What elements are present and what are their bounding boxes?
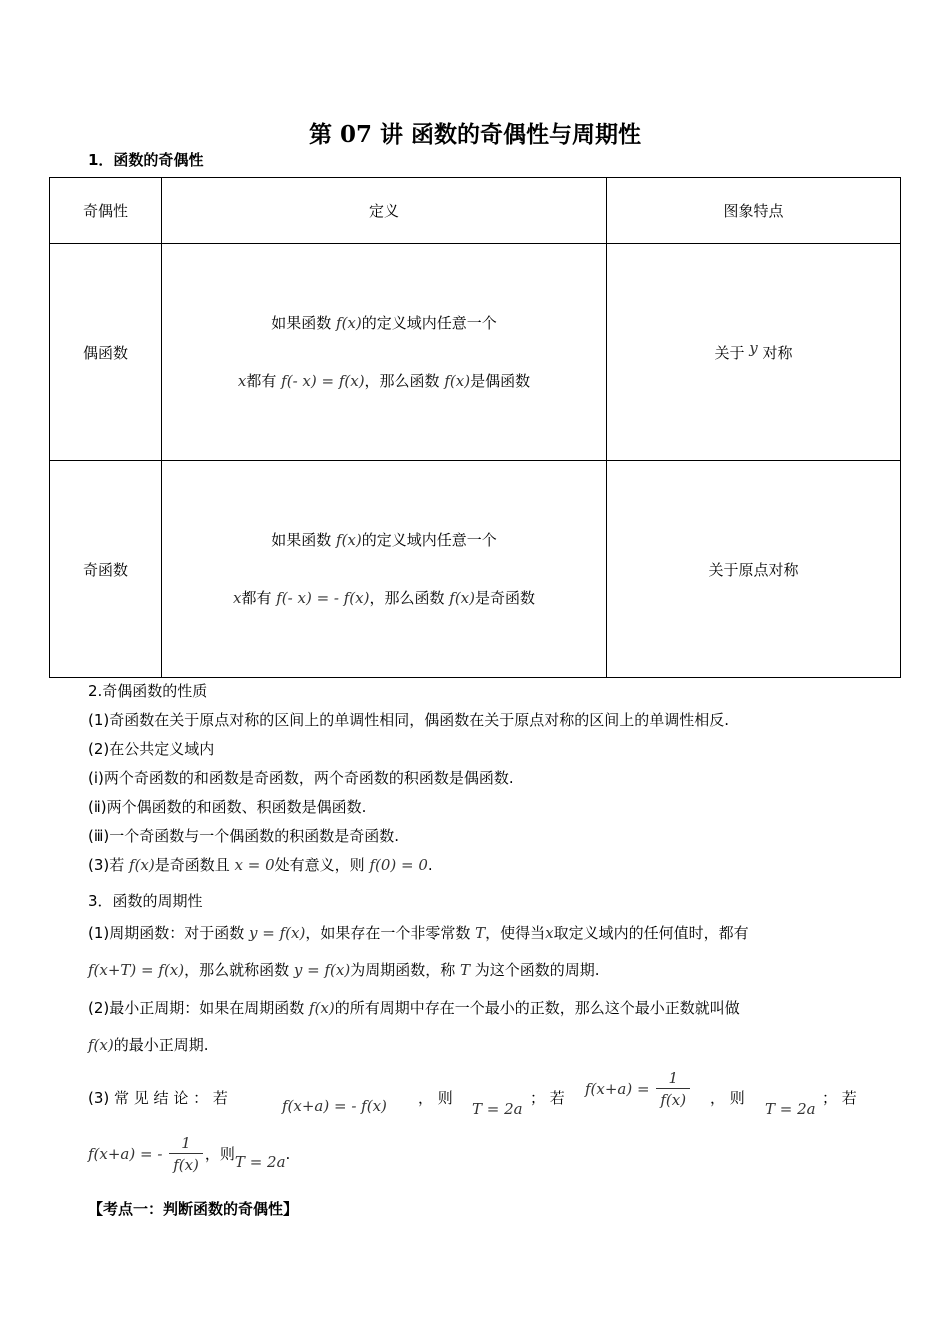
table-row bbox=[50, 461, 901, 678]
math-expression: f(x+T) = f(x) bbox=[88, 961, 185, 979]
math-expression: f(x) bbox=[129, 856, 155, 874]
math-expression: f(x) bbox=[88, 1036, 114, 1054]
row-definition bbox=[162, 244, 607, 461]
paragraph: (2)在公共定义域内 bbox=[88, 740, 215, 758]
row-name: 偶函数 bbox=[50, 244, 162, 461]
math-expression: f(x) bbox=[449, 589, 475, 607]
header-cell: 定义 bbox=[162, 178, 607, 244]
paragraph: (ⅱ)两个偶函数的和函数、积函数是偶函数. bbox=[88, 798, 367, 816]
definition-line: x都有 f(- x) = f(x)，那么函数 f(x)是偶函数 bbox=[237, 372, 531, 390]
math-expression: f(- x) = - f(x) bbox=[276, 589, 370, 607]
math-expression: f(x) bbox=[444, 372, 471, 390]
fraction-expression: f(x+a) = $\frac{1}{f(x)}$ bbox=[585, 1068, 692, 1111]
row-name: 奇函数 bbox=[50, 461, 162, 678]
kaodian-heading: 【考点一：判断函数的奇偶性】 bbox=[88, 1200, 299, 1218]
section2-heading: 2.奇偶函数的性质 bbox=[88, 682, 208, 700]
paragraph: (1)奇函数在关于原点对称的区间上的单调性相同，偶函数在关于原点对称的区间上的单调性相反. bbox=[88, 711, 730, 729]
math-expression: x bbox=[545, 924, 554, 942]
header-cell: 图象特点 bbox=[607, 178, 901, 244]
paragraph-text: ； 若 bbox=[822, 1089, 857, 1107]
paragraph: (2)最小正周期：如果在周期函数 f(x)的所有周期中存在一个最小的正数，那么这个最小正数就叫做 bbox=[88, 999, 740, 1017]
paragraph-text: ， 则 bbox=[710, 1089, 745, 1107]
math-expression: f(x) bbox=[336, 531, 362, 549]
math-expression: y = f(x) bbox=[249, 924, 306, 942]
paragraph-text: ， 则 bbox=[418, 1089, 453, 1107]
paragraph: (ⅲ)一个奇函数与一个偶函数的积函数是奇函数. bbox=[88, 827, 400, 845]
definition-line: x都有 f(- x) = - f(x)，那么函数 f(x)是奇函数 bbox=[232, 589, 535, 607]
table-header-row bbox=[50, 178, 901, 244]
math-expression: T = 2a bbox=[765, 1100, 816, 1118]
math-expression: f(0) = 0 bbox=[369, 856, 428, 874]
math-expression: T = 2a bbox=[472, 1100, 523, 1118]
paragraph: (3)若 f(x)是奇函数且 x = 0处有意义，则 f(0) = 0. bbox=[88, 856, 433, 874]
math-expression: T bbox=[460, 961, 471, 979]
math-expression: f(- x) = f(x) bbox=[281, 372, 365, 390]
fraction: $\frac{1}{f(x)}$ bbox=[656, 1068, 690, 1111]
section3-heading: 3．函数的周期性 bbox=[88, 892, 203, 910]
section1-heading: 1．函数的奇偶性 bbox=[88, 151, 204, 169]
fraction: $\frac{1}{f(x)}$ bbox=[169, 1133, 203, 1176]
fraction-expression: f(x+a) = - $\frac{1}{f(x)}$ ，则T = 2a. bbox=[88, 1134, 291, 1174]
page-title: 第 07 讲 函数的奇偶性与周期性 bbox=[308, 121, 642, 148]
paragraph-label: (3) 常 见 结 论 ： 若 bbox=[88, 1089, 228, 1107]
math-expression: x = 0 bbox=[234, 856, 275, 874]
math-expression: f(x+a) = - f(x) bbox=[282, 1097, 387, 1115]
definition-line: 如果函数 f(x)的定义域内任意一个 bbox=[271, 531, 497, 549]
definition-line: 如果函数 f(x)的定义域内任意一个 bbox=[271, 314, 497, 332]
paragraph: (ⅰ)两个奇函数的和函数是奇函数，两个奇函数的积函数是偶函数. bbox=[88, 769, 514, 787]
math-expression: y bbox=[749, 338, 758, 357]
math-expression: T = 2a bbox=[234, 1153, 286, 1171]
paragraph-text: ； 若 bbox=[530, 1089, 565, 1107]
row-feature: 关于 y 对称 bbox=[607, 244, 901, 461]
table-row bbox=[50, 244, 901, 461]
math-expression: x bbox=[237, 372, 247, 390]
math-expression: T bbox=[475, 924, 486, 942]
header-cell: 奇偶性 bbox=[50, 178, 162, 244]
math-expression: f(x) bbox=[336, 314, 362, 332]
math-expression: f(x) bbox=[309, 999, 335, 1017]
math-expression: x bbox=[232, 589, 242, 607]
row-feature: 关于原点对称 bbox=[607, 461, 901, 678]
paragraph: f(x)的最小正周期. bbox=[88, 1036, 209, 1054]
math-expression: y = f(x) bbox=[293, 961, 351, 979]
paragraph: f(x+T) = f(x)，那么就称函数 y = f(x)为周期函数，称 T 为这个函数的周期. bbox=[88, 961, 600, 979]
parity-table bbox=[49, 177, 901, 678]
row-definition bbox=[162, 461, 607, 678]
paragraph: (1)周期函数：对于函数 y = f(x)，如果存在一个非零常数 T，使得当x取定义域内的任何值时，都有 bbox=[88, 924, 749, 942]
